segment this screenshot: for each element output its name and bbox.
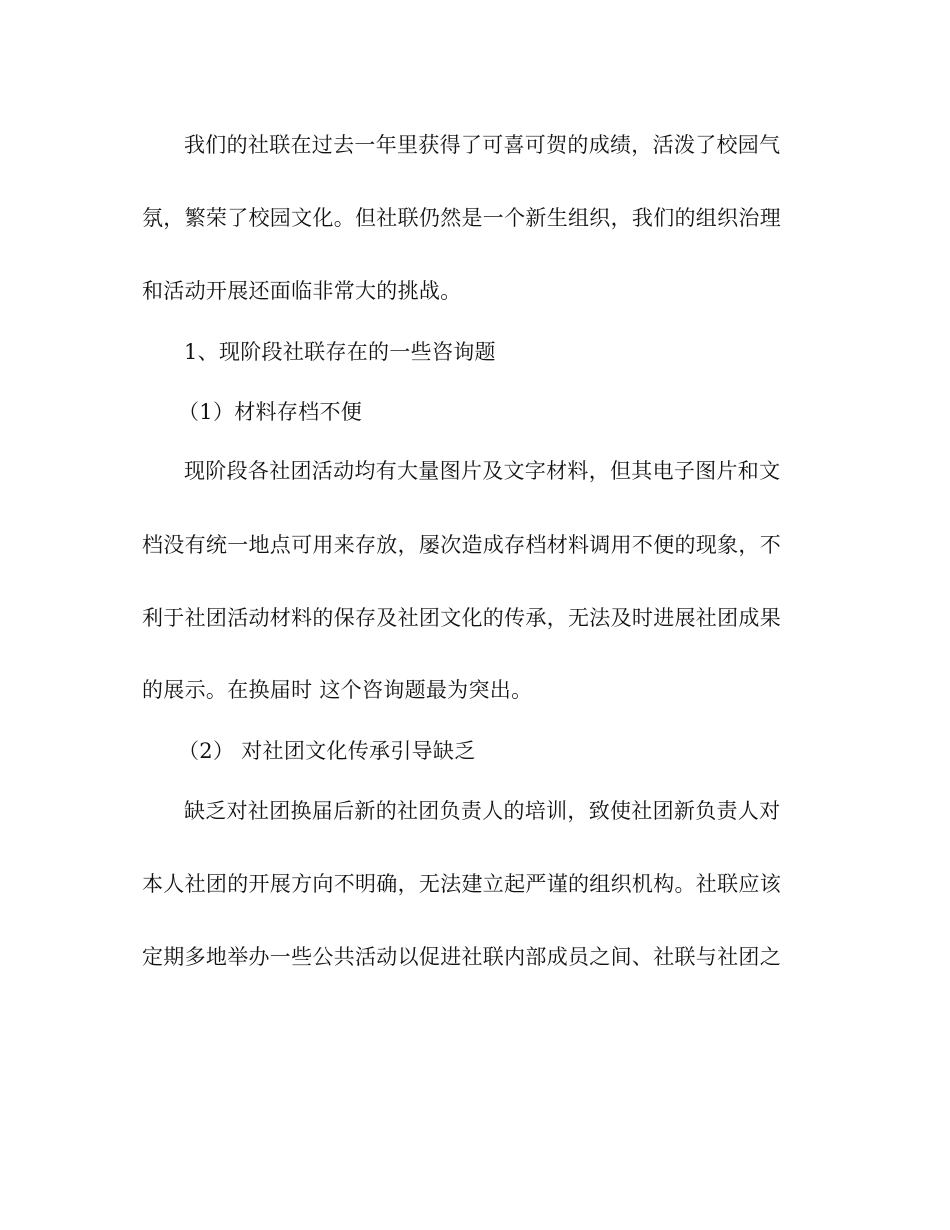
paragraph-2-line-1: 现阶段各社团活动均有大量图片及文字材料，但其电子图片和文	[184, 459, 781, 483]
subheading-2: （2） 对社团文化传承引导缺乏	[178, 739, 476, 763]
paragraph-1-line-2: 氛，繁荣了校园文化。但社联仍然是一个新生组织，我们的组织治理	[142, 206, 781, 230]
paragraph-3-line-2: 本人社团的开展方向不明确，无法建立起严谨的组织机构。社联应该	[142, 872, 781, 896]
subheading-1: （1）材料存档不便	[178, 400, 363, 424]
paragraph-2-line-3: 利于社团活动材料的保存及社团文化的传承，无法及时进展社团成果	[142, 606, 781, 630]
paragraph-2-line-4: 的展示。在换届时 这个咨询题最为突出。	[142, 678, 533, 702]
paragraph-3-line-3: 定期多地举办一些公共活动以促进社联内部成员之间、社联与社团之	[142, 945, 781, 969]
paragraph-2-line-2: 档没有统一地点可用来存放，屡次造成存档材料调用不便的现象，不	[142, 533, 781, 557]
paragraph-1-line-3: 和活动开展还面临非常大的挑战。	[142, 279, 462, 303]
paragraph-1-line-1: 我们的社联在过去一年里获得了可喜可贺的成绩，活泼了校园气	[184, 133, 781, 157]
section-heading-1: 1、现阶段社联存在的一些咨询题	[184, 340, 496, 364]
paragraph-3-line-1: 缺乏对社团换届后新的社团负责人的培训，致使社团新负责人对	[184, 799, 781, 823]
